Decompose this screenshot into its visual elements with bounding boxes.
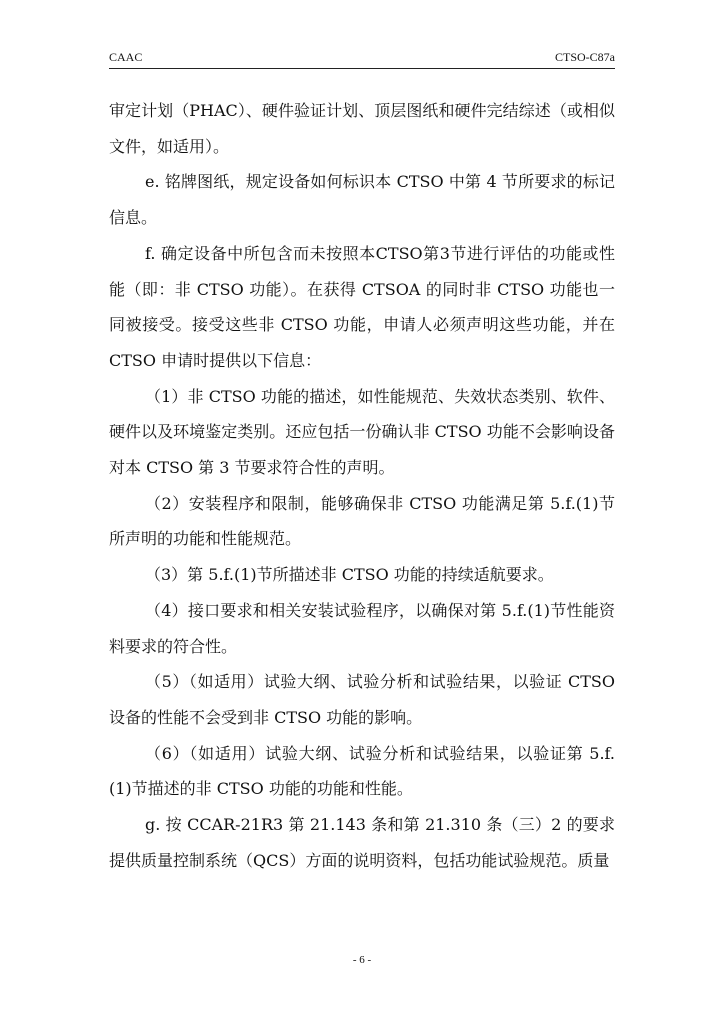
paragraph-item-f5: （5）（如适用）试验大纲、试验分析和试验结果，以验证 CTSO 设备的性能不会受到非 CTSO 功能的影响。	[109, 672, 615, 727]
document-body	[109, 93, 615, 878]
paragraph-item-f4: （4）接口要求和相关安装试验程序，以确保对第 5.f.(1)节性能资料要求的符合性。	[109, 600, 615, 656]
page-number: - 6 -	[352, 954, 372, 966]
header-rule	[109, 68, 615, 69]
page-header	[109, 50, 615, 68]
header-right-text: CTSO-C87a	[555, 50, 615, 64]
paragraph-item-f1: （1）非 CTSO 功能的描述，如性能规范、失效状态类别、软件、硬件以及环境鉴定类别。还应包括一份确认非 CTSO 功能不会影响设备对本 CTSO 第 3 节要求符合性的声明。	[109, 386, 615, 478]
paragraph-item-f: f. 确定设备中所包含而未按照本CTSO第3节进行评估的功能或性能（即：非 CTSO 功能）。在获得 CTSOA 的同时非 CTSO 功能也一同被接受。接受这些非 CTSO 功能，申请人必须声明这些功能，并在 CTSO 申请时提供以下信息：	[109, 243, 615, 370]
paragraph-item-f2: （2）安装程序和限制，能够确保非 CTSO 功能满足第 5.f.(1)节所声明的功能和性能规范。	[109, 493, 615, 549]
paragraph-item-e: e. 铭牌图纸，规定设备如何标识本 CTSO 中第 4 节所要求的标记信息。	[109, 172, 615, 228]
paragraph-item-f6: （6）（如适用）试验大纲、试验分析和试验结果，以验证第 5.f.(1)节描述的非 CTSO 功能的功能和性能。	[109, 743, 615, 799]
paragraph-continuation: 审定计划（PHAC）、硬件验证计划、顶层图纸和硬件完结综述（或相似文件，如适用）。	[109, 101, 615, 156]
paragraph-item-f3: （3）第 5.f.(1)节所描述非 CTSO 功能的持续适航要求。	[145, 565, 554, 585]
header-left-text: CAAC	[109, 50, 143, 64]
paragraph-item-g: g. 按 CCAR-21R3 第 21.143 条和第 21.310 条（三）2 的要求提供质量控制系统（QCS）方面的说明资料，包括功能试验规范。质量	[109, 815, 615, 870]
